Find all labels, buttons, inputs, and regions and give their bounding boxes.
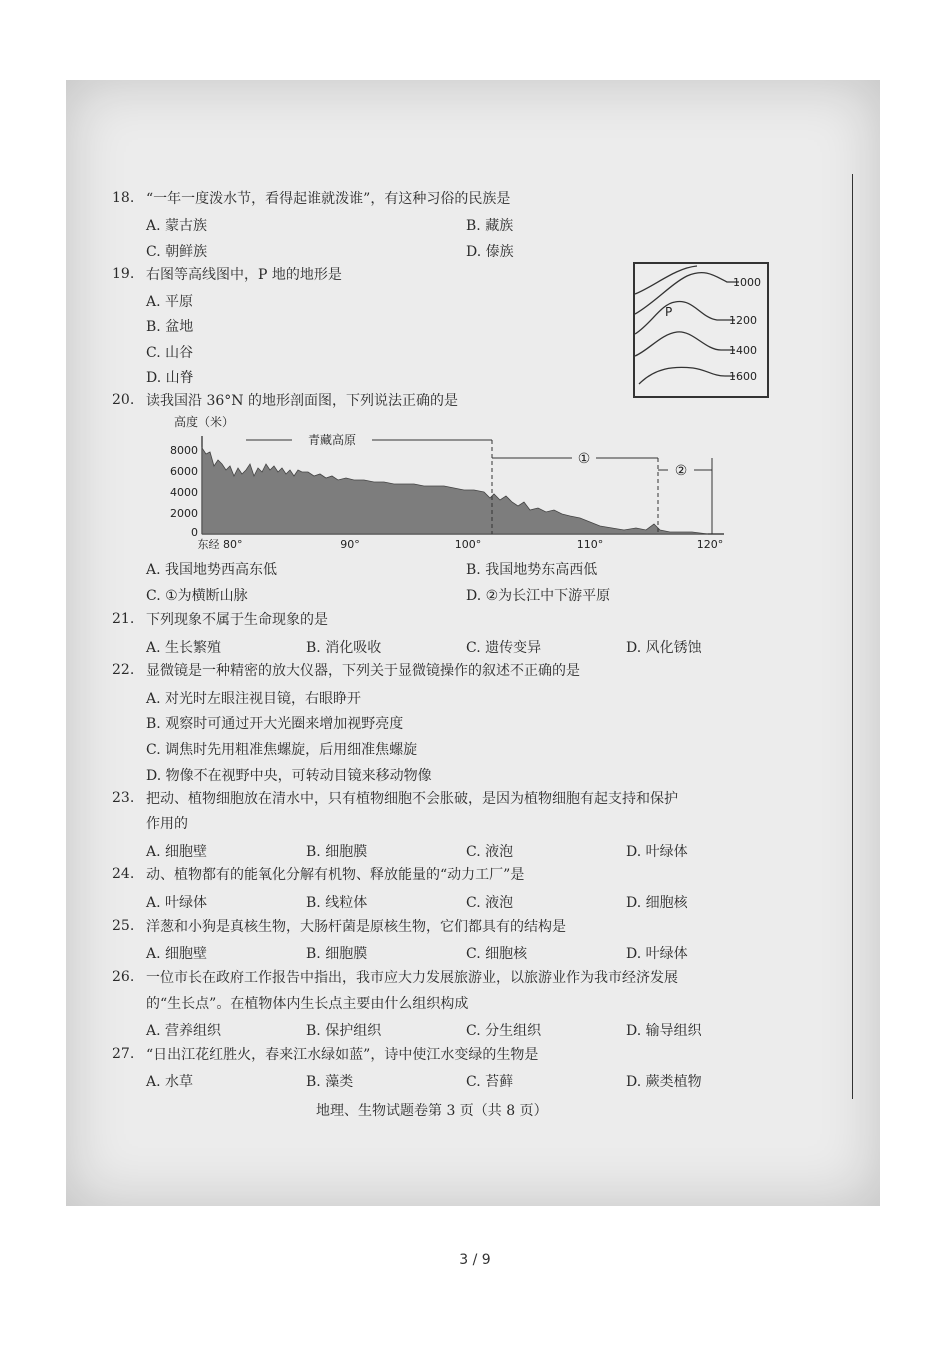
question-text: 显微镜是一种精密的放大仪器，下列关于显微镜操作的叙述不正确的是 xyxy=(146,663,580,679)
option-a: A. 蒙古族 xyxy=(146,218,208,234)
question-number: 26. xyxy=(112,969,135,985)
option-b: B. 消化吸收 xyxy=(306,640,382,656)
option-d: D. 叶绿体 xyxy=(626,946,688,962)
question-number: 23. xyxy=(112,790,135,806)
profile-xtick: 90° xyxy=(340,538,360,551)
option-b: B. 细胞膜 xyxy=(306,844,368,860)
contour-label: 1000 xyxy=(733,276,761,289)
question-number: 21. xyxy=(112,611,135,627)
option-c: C. ①为横断山脉 xyxy=(146,588,248,604)
option-d: D. ②为长江中下游平原 xyxy=(466,588,611,604)
profile-ylabel: 高度（米） xyxy=(174,415,235,429)
profile-xtick: 120° xyxy=(696,538,724,551)
contour-map xyxy=(633,262,769,398)
profile-ytick: 8000 xyxy=(170,444,198,457)
question-number: 27. xyxy=(112,1046,135,1062)
question-number: 25. xyxy=(112,918,135,934)
terrain-profile-svg xyxy=(168,410,738,552)
option-c: C. 苔藓 xyxy=(466,1074,514,1090)
option-d: D. 叶绿体 xyxy=(626,844,688,860)
question-text: 动、植物都有的能氧化分解有机物、释放能量的“动力工厂”是 xyxy=(146,867,525,883)
question-text-continued: 的“生长点”。在植物体内生长点主要由什么组织构成 xyxy=(146,996,469,1012)
region-label-plateau: 青藏高原 xyxy=(307,433,357,447)
question-text: “日出江花红胜火，春来江水绿如蓝”，诗中使江水变绿的生物是 xyxy=(146,1047,539,1063)
profile-ytick: 4000 xyxy=(170,486,198,499)
question-text: 右图等高线图中，P 地的地形是 xyxy=(146,267,342,283)
option-c: C. 山谷 xyxy=(146,345,194,361)
option-a: A. 水草 xyxy=(146,1074,194,1090)
option-c: C. 调焦时先用粗准焦螺旋，后用细准焦螺旋 xyxy=(146,742,418,758)
profile-xtick: 东经 80° xyxy=(197,538,243,551)
contour-label: 1200 xyxy=(729,314,757,327)
option-d: D. 蕨类植物 xyxy=(626,1074,702,1090)
option-a: A. 叶绿体 xyxy=(146,895,208,911)
option-c: C. 分生组织 xyxy=(466,1023,542,1039)
option-d: D. 物像不在视野中央，可转动目镜来移动物像 xyxy=(146,768,432,784)
profile-xtick: 100° xyxy=(454,538,482,551)
option-c: C. 遗传变异 xyxy=(466,640,542,656)
contour-label: 1600 xyxy=(729,370,757,383)
option-c: C. 细胞核 xyxy=(466,946,528,962)
page-number: 3 / 9 xyxy=(459,1252,491,1268)
option-a: A. 营养组织 xyxy=(146,1023,222,1039)
profile-ytick: 0 xyxy=(191,526,198,539)
question-text: 一位市长在政府工作报告中指出，我市应大力发展旅游业，以旅游业作为我市经济发展 xyxy=(146,970,678,986)
question-number: 18. xyxy=(112,190,135,206)
region-label-1: ① xyxy=(577,451,591,467)
option-b: B. 线粒体 xyxy=(306,895,368,911)
option-b: B. 细胞膜 xyxy=(306,946,368,962)
option-b: B. 观察时可通过开大光圈来增加视野亮度 xyxy=(146,716,404,732)
option-b: B. 藻类 xyxy=(306,1074,354,1090)
contour-lines xyxy=(635,264,767,396)
option-a: A. 我国地势西高东低 xyxy=(146,562,278,578)
option-c: C. 朝鲜族 xyxy=(146,244,208,260)
option-a: A. 细胞壁 xyxy=(146,946,208,962)
question-number: 20. xyxy=(112,392,135,408)
question-text: 读我国沿 36°N 的地形剖面图，下列说法正确的是 xyxy=(146,393,458,409)
question-number: 22. xyxy=(112,662,135,678)
contour-point-p: P xyxy=(665,305,673,319)
option-a: A. 生长繁殖 xyxy=(146,640,222,656)
option-b: B. 藏族 xyxy=(466,218,514,234)
page-footer: 地理、生物试题卷第 3 页（共 8 页） xyxy=(316,1103,548,1119)
profile-ytick: 2000 xyxy=(170,507,198,520)
option-d: D. 细胞核 xyxy=(626,895,688,911)
option-c: C. 液泡 xyxy=(466,895,514,911)
region-label-2: ② xyxy=(674,463,688,479)
contour-label: 1400 xyxy=(729,344,757,357)
option-b: B. 保护组织 xyxy=(306,1023,382,1039)
option-b: B. 我国地势东高西低 xyxy=(466,562,598,578)
terrain-area xyxy=(202,448,708,534)
option-a: A. 细胞壁 xyxy=(146,844,208,860)
option-d: D. 山脊 xyxy=(146,370,194,386)
question-text: 洋葱和小狗是真核生物，大肠杆菌是原核生物，它们都具有的结构是 xyxy=(146,919,566,935)
question-text-continued: 作用的 xyxy=(146,816,188,832)
terrain-profile xyxy=(168,410,738,552)
margin-rule xyxy=(852,174,853,1099)
option-a: A. 对光时左眼注视目镜，右眼睁开 xyxy=(146,691,362,707)
option-c: C. 液泡 xyxy=(466,844,514,860)
question-text: 下列现象不属于生命现象的是 xyxy=(146,612,328,628)
option-a: A. 平原 xyxy=(146,294,194,310)
question-text: 把动、植物细胞放在清水中，只有植物细胞不会胀破，是因为植物细胞有起支持和保护 xyxy=(146,791,678,807)
question-text: “一年一度泼水节，看得起谁就泼谁”，有这种习俗的民族是 xyxy=(146,191,511,207)
option-d: D. 输导组织 xyxy=(626,1023,702,1039)
profile-ytick: 6000 xyxy=(170,465,198,478)
option-d: D. 风化锈蚀 xyxy=(626,640,702,656)
option-d: D. 傣族 xyxy=(466,244,514,260)
option-b: B. 盆地 xyxy=(146,319,194,335)
question-number: 19. xyxy=(112,266,135,282)
question-number: 24. xyxy=(112,866,135,882)
profile-xtick: 110° xyxy=(576,538,604,551)
